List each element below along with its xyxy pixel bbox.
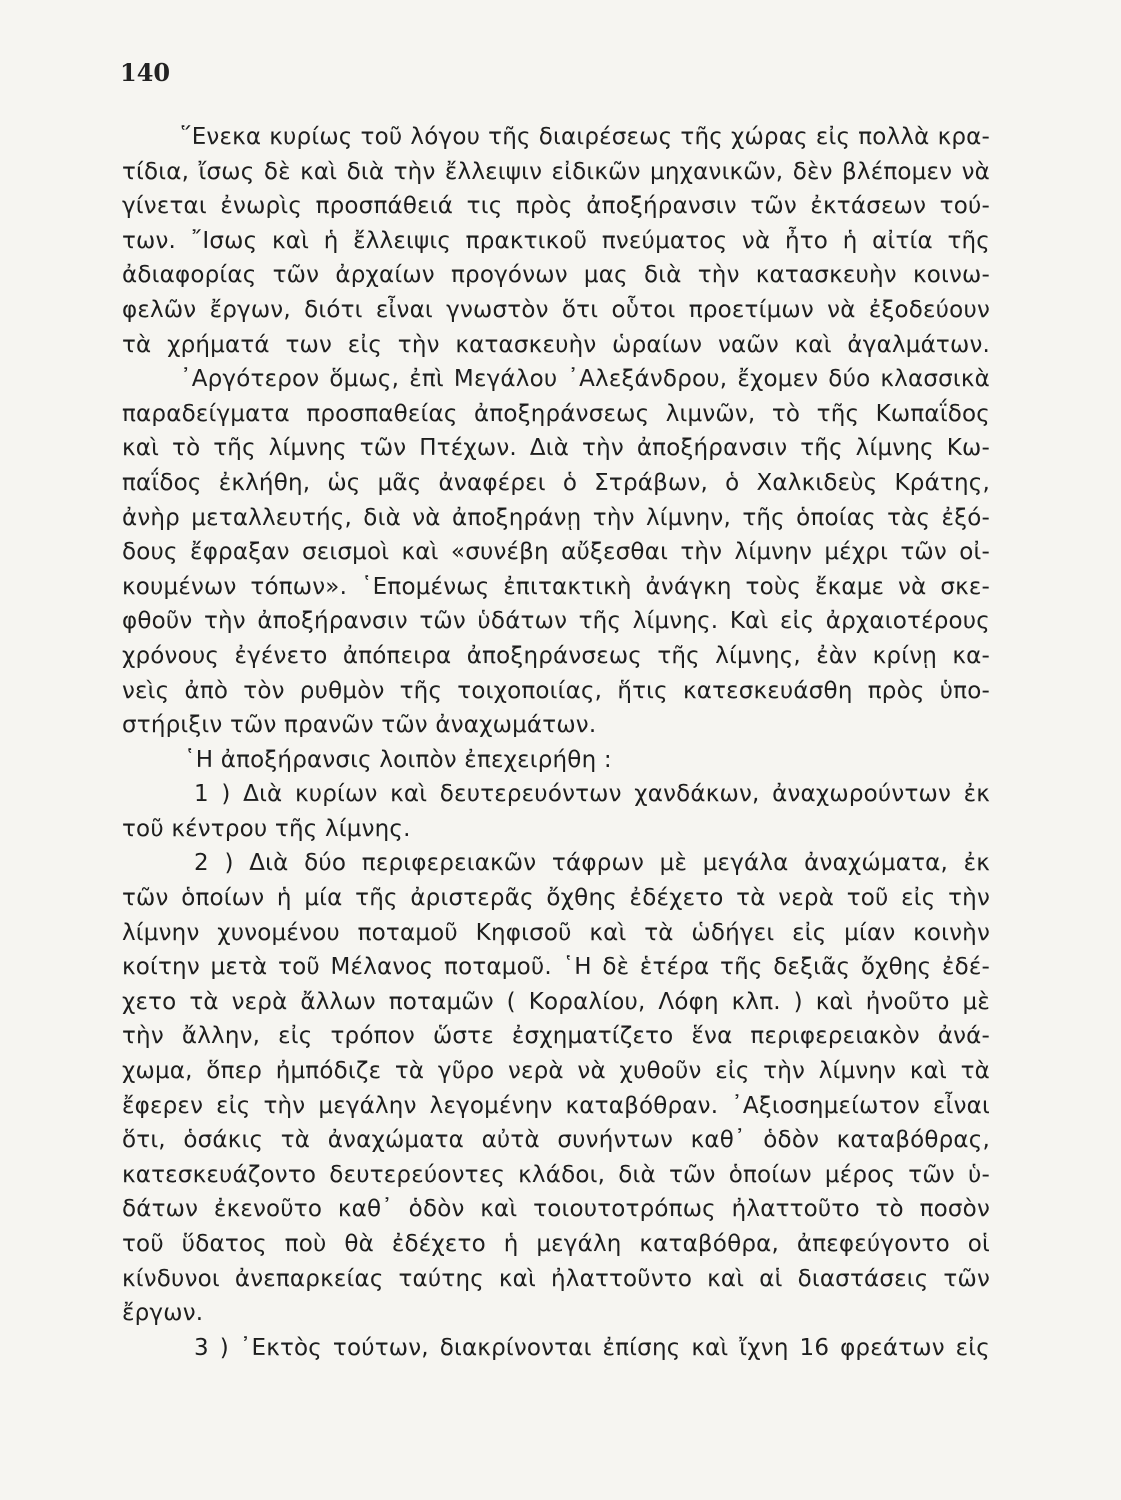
text-line: ῞Ενεκα κυρίως τοῦ λόγου τῆς διαιρέσεως τῆς χώρας εἰς πολλὰ κρα- bbox=[180, 124, 990, 150]
text-line: ἀδιαφορίας τῶν ἀρχαίων προγόνων μας διὰ τὴν κατασκευὴν κοινω- bbox=[122, 262, 990, 289]
text-line: δους ἔφραξαν σεισμοὶ καὶ «συνέβη αὔξεσθαι τὴν λίμνην μέχρι τῶν οἰ- bbox=[122, 539, 990, 566]
text-line: ῾Η ἀποξήρανσις λοιπὸν ἐπεχειρήθη : bbox=[184, 746, 612, 773]
text-line: 2 ) Διὰ δύο περιφερειακῶν τάφρων μὲ μεγάλα ἀναχώματα, ἐκ bbox=[194, 850, 990, 877]
text-line: 3 ) ᾿Εκτὸς τούτων, διακρίνονται ἐπίσης καὶ ἴχνη 16 φρεάτων εἰς bbox=[194, 1334, 990, 1361]
text-line: κοίτην μετὰ τοῦ Μέλανος ποταμοῦ. ῾Η δὲ ἑτέρα τῆς δεξιᾶς ὄχθης ἐδέ- bbox=[122, 954, 990, 981]
text-line: στήριξιν τῶν πρανῶν τῶν ἀναχωμάτων. bbox=[122, 712, 597, 739]
text-line: χετο τὰ νερὰ ἄλλων ποταμῶν ( Κοραλίου, Λόφη κλπ. ) καὶ ἠνοῦτο μὲ bbox=[122, 988, 990, 1015]
text-line: παΐδος ἐκλήθη, ὡς μᾶς ἀναφέρει ὁ Στράβων, ὁ Χαλκιδεὺς Κράτης, bbox=[122, 469, 990, 496]
text-line: τὴν ἄλλην, εἰς τρόπον ὥστε ἐσχηματίζετο ἕνα περιφερειακὸν ἀνά- bbox=[122, 1023, 990, 1050]
text-line: τὰ χρήματά των εἰς τὴν κατασκευὴν ὡραίων ναῶν καὶ ἀγαλμάτων. bbox=[122, 331, 990, 358]
text-line: φελῶν ἔργων, διότι εἶναι γνωστὸν ὅτι οὗτοι προετίμων νὰ ἐξοδεύουν bbox=[122, 296, 990, 323]
text-line: τοῦ κέντρου τῆς λίμνης. bbox=[122, 815, 411, 842]
text-line: 1 ) Διὰ κυρίων καὶ δευτερευόντων χανδάκων, ἀναχωρούντων ἐκ bbox=[194, 781, 990, 808]
text-line: δάτων ἐκενοῦτο καθ᾿ ὁδὸν καὶ τοιουτοτρόπως ἠλαττοῦτο τὸ ποσὸν bbox=[122, 1196, 990, 1223]
text-line: φθοῦν τὴν ἀποξήρανσιν τῶν ὑδάτων τῆς λίμνης. Καὶ εἰς ἀρχαιοτέρους bbox=[122, 608, 990, 635]
text-line: ἀνὴρ μεταλλευτής, διὰ νὰ ἀποξηράνῃ τὴν λίμνην, τῆς ὁποίας τὰς ἐξό- bbox=[122, 504, 990, 531]
page-number: 140 bbox=[120, 58, 171, 87]
text-line: κατεσκευάζοντο δευτερεύοντες κλάδοι, διὰ τῶν ὁποίων μέρος τῶν ὑ- bbox=[122, 1161, 990, 1188]
text-line: των. ῎Ισως καὶ ἡ ἔλλειψις πρακτικοῦ πνεύματος νὰ ἦτο ἡ αἰτία τῆς bbox=[122, 227, 990, 254]
text-line: λίμνην χυνομένου ποταμοῦ Κηφισοῦ καὶ τὰ ὡδήγει εἰς μίαν κοινὴν bbox=[122, 919, 990, 946]
text-line: καὶ τὸ τῆς λίμνης τῶν Πτέχων. Διὰ τὴν ἀποξήρανσιν τῆς λίμνης Κω- bbox=[122, 435, 990, 462]
body-text bbox=[122, 120, 990, 1365]
text-line: χωμα, ὅπερ ἠμπόδιζε τὰ γῦρο νερὰ νὰ χυθοῦν εἰς τὴν λίμνην καὶ τὰ bbox=[122, 1058, 990, 1085]
text-line: τῶν ὁποίων ἡ μία τῆς ἀριστερᾶς ὄχθης ἐδέχετο τὰ νερὰ τοῦ εἰς τὴν bbox=[122, 885, 990, 912]
text-line: νεὶς ἀπὸ τὸν ρυθμὸν τῆς τοιχοποιίας, ἥτις κατεσκευάσθη πρὸς ὑπο- bbox=[122, 677, 990, 704]
text-line: παραδείγματα προσπαθείας ἀποξηράνσεως λιμνῶν, τὸ τῆς Κωπαΐδος bbox=[122, 400, 990, 427]
text-line: ᾿Αργότερον ὅμως, ἐπὶ Μεγάλου ᾿Αλεξάνδρου, ἔχομεν δύο κλασσικὰ bbox=[180, 366, 990, 393]
text-line: ἔργων. bbox=[122, 1300, 204, 1327]
text-line: ὅτι, ὁσάκις τὰ ἀναχώματα αὐτὰ συνήντων καθ᾿ ὁδὸν καταβόθρας, bbox=[122, 1127, 990, 1154]
text-line: τίδια, ἴσως δὲ καὶ διὰ τὴν ἔλλειψιν εἰδικῶν μηχανικῶν, δὲν βλέπομεν νὰ bbox=[122, 158, 990, 185]
text-line: κίνδυνοι ἀνεπαρκείας ταύτης καὶ ἠλαττοῦντο καὶ αἱ διαστάσεις τῶν bbox=[122, 1265, 990, 1292]
text-line: κουμένων τόπων». ῾Επομένως ἐπιτακτικὴ ἀνάγκη τοὺς ἔκαμε νὰ σκε- bbox=[122, 573, 990, 600]
text-line: τοῦ ὕδατος ποὺ θὰ ἐδέχετο ἡ μεγάλη καταβόθρα, ἀπεφεύγοντο οἱ bbox=[122, 1231, 990, 1257]
text-line: ἔφερεν εἰς τὴν μεγάλην λεγομένην καταβόθραν. ᾿Αξιοσημείωτον εἶναι bbox=[122, 1092, 990, 1119]
text-line: γίνεται ἐνωρὶς προσπάθειά τις πρὸς ἀποξήρανσιν τῶν ἐκτάσεων τού- bbox=[122, 193, 990, 220]
text-line: χρόνους ἐγένετο ἀπόπειρα ἀποξηράνσεως τῆς λίμνης, ἐὰν κρίνῃ κα- bbox=[122, 642, 990, 669]
